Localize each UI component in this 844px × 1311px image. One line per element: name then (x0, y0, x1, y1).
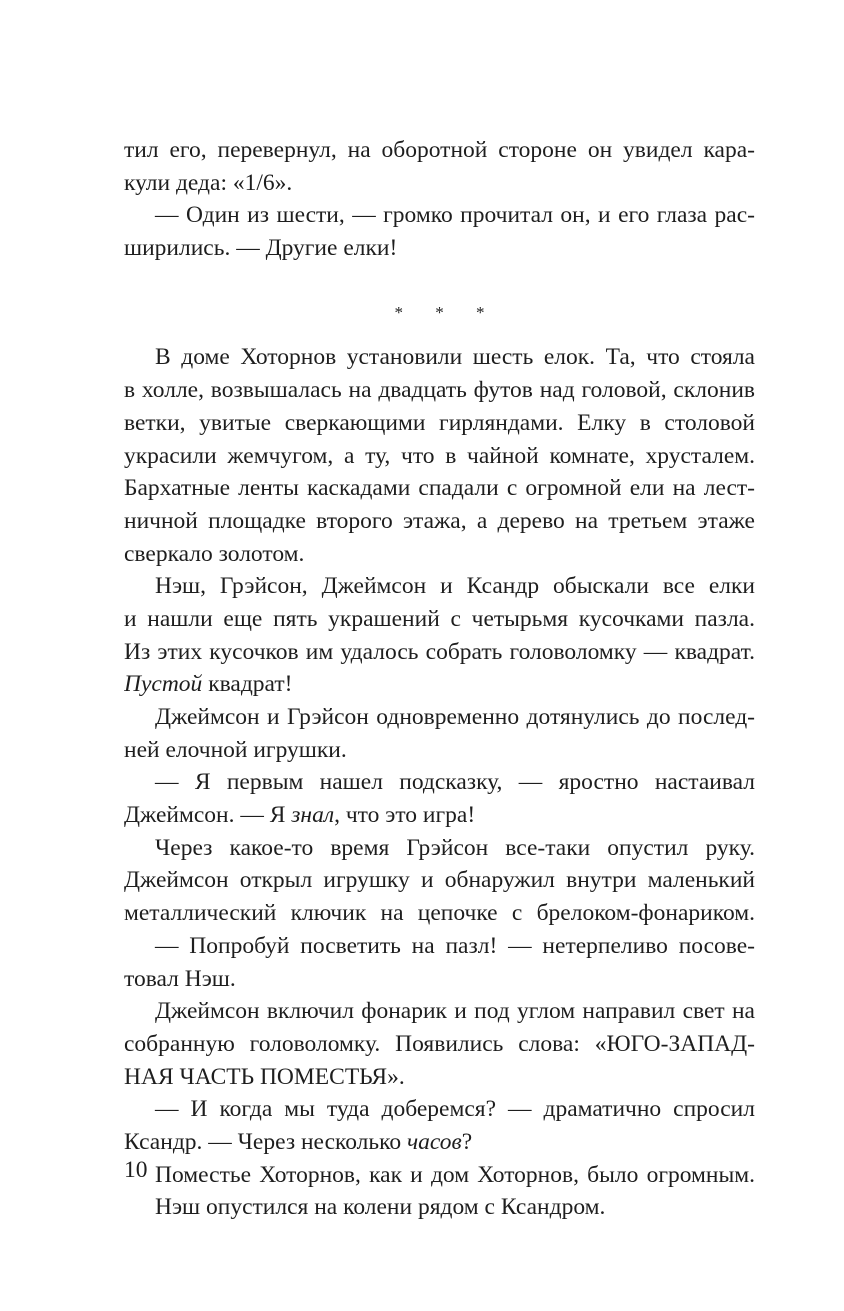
text-run: ? (461, 1128, 473, 1155)
text-line: сверкало золотом. (124, 540, 305, 567)
text-line: ней елочной игрушки. (124, 736, 347, 763)
book-page (124, 134, 755, 1224)
text-line: собранную головоломку. Появились слова: «ЮГО-ЗАПАД- (124, 1030, 755, 1057)
spacer (124, 265, 755, 297)
text-line: металлический ключик на цепочке с брелоком-фонариком. (124, 900, 755, 927)
text-line (124, 668, 755, 701)
text-line: В доме Хоторнов установили шесть елок. Та, что стояла (155, 344, 755, 371)
text-line: Джеймсон и Грэйсон одновременно дотянулись до послед- (155, 704, 755, 730)
text-line: товал Нэш. (124, 965, 236, 992)
text-line: Из этих кусочков им удалось собрать головоломку — квадрат. (124, 638, 755, 665)
page-number: 10 (124, 1157, 148, 1183)
text-run: , что это игра! (334, 802, 476, 829)
italic-word: часов (406, 1128, 462, 1155)
text-line: — Я первым нашел подсказку, — яростно настаивал (155, 769, 755, 796)
text-run: квадрат! (202, 671, 293, 698)
text-line: Нэш, Грэйсон, Джеймсон и Ксандр обыскали все елки (155, 573, 755, 600)
italic-word: Пустой (124, 671, 203, 698)
text-line: Поместье Хоторнов, как и дом Хоторнов, было огромным. (155, 1161, 755, 1188)
text-run: Джеймсон. — Я (124, 802, 292, 829)
text-line: ничной площадке второго этажа, а дерево на третьем этаже (124, 507, 755, 534)
text-line: и нашли еще пять украшений с четырьмя кусочками пазла. (124, 605, 755, 632)
text-line: — Один из шести, — громко прочитал он, и его глаза рас- (155, 202, 755, 229)
text-line: Джеймсон открыл игрушку и обнаружил внутри маленький (124, 867, 755, 894)
spacer (124, 329, 755, 341)
text-line: Нэш опустился на колени рядом с Ксандром. (155, 1194, 606, 1221)
text-line: украсили жемчугом, а ту, что в чайной комнате, хрусталем. (124, 442, 755, 469)
text-line: тил его, перевернул, на оборотной стороне он увидел кара- (124, 137, 755, 163)
text-line: — И когда мы туда доберемся? — драматично спросил (155, 1096, 755, 1123)
text-line: Бархатные ленты каскадами спадали с огромной ели на лест- (124, 475, 755, 502)
text-line: Через какое-то время Грэйсон все-таки опустил руку. (155, 834, 755, 861)
text-line: ширились. — Другие елки! (124, 235, 398, 262)
text-line: ветки, увитые сверкающими гирляндами. Елку в столовой (124, 409, 755, 436)
text-line: НАЯ ЧАСТЬ ПОМЕСТЬЯ». (124, 1063, 405, 1090)
text-line: Джеймсон включил фонарик и под углом направил свет на (155, 998, 755, 1025)
text-run: Ксандр. — Через несколько (124, 1128, 407, 1155)
italic-word: знал (291, 802, 335, 829)
text-line (124, 799, 755, 832)
paragraphs-after-break (124, 341, 755, 1224)
text-line: — Попробуй посветить на пазл! — нетерпеливо посове- (155, 932, 755, 959)
paragraphs-before-break (124, 134, 755, 265)
text-line: в холле, возвышалась на двадцать футов над головой, склонив (124, 377, 755, 404)
text-line (124, 1126, 755, 1159)
text-line: кули деда: «1/6». (124, 169, 293, 196)
section-break: * * * (394, 302, 499, 322)
